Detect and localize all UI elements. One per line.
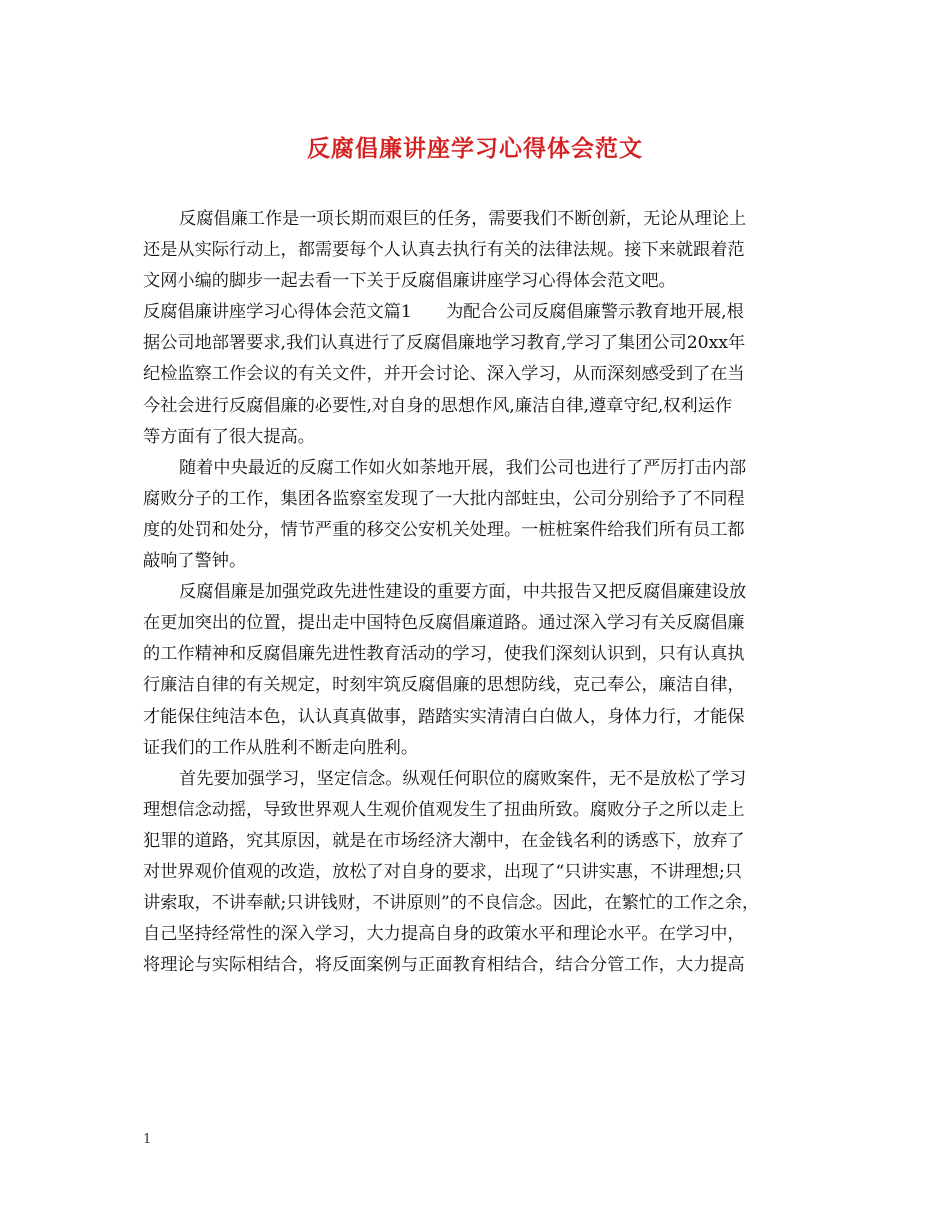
text-line: 度的处罚和处分，情节严重的移交公安机关处理。一桩桩案件给我们所有员工都 (143, 519, 745, 540)
text-line: 反腐倡廉是加强党政先进性建设的重要方面，中共报告又把反腐倡廉建设放 (179, 582, 747, 603)
text-line: 纪检监察工作会议的有关文件，并开会讨论、深入学习，从而深刻感受到了在当 (143, 364, 745, 385)
text-line: 还是从实际行动上，都需要每个人认真去执行有关的法律法规。接下来就跟着范 (143, 240, 745, 261)
text-line: 理想信念动摇，导致世界观人生观价值观发生了扭曲所致。腐败分子之所以走上 (143, 799, 745, 820)
text-line: 犯罪的道路，究其原因，就是在市场经济大潮中，在金钱名利的诱惑下，放弃了 (143, 830, 745, 851)
text-line: 对世界观价值观的改造，放松了对自身的要求，出现了“只讲实惠，不讲理想;只 (143, 861, 742, 882)
text-line: 的工作精神和反腐倡廉先进性教育活动的学习，使我们深刻认识到，只有认真执 (143, 644, 745, 665)
text-line: 首先要加强学习，坚定信念。纵观任何职位的腐败案件，无不是放松了学习 (179, 768, 747, 789)
text-line: 随着中央最近的反腐工作如火如荼地开展，我们公司也进行了严厉打击内部 (179, 457, 747, 478)
text-line: 讲索取，不讲奉献;只讲钱财，不讲原则”的不良信念。因此，在繁忙的工作之余， (143, 893, 760, 914)
text-line: 在更加突出的位置，提出走中国特色反腐倡廉道路。通过深入学习有关反腐倡廉 (143, 613, 745, 634)
text-line: 才能保住纯洁本色，认认真真做事，踏踏实实清清白白做人，身体力行，才能保 (143, 706, 745, 727)
text-line: 自己坚持经常性的深入学习，大力提高自身的政策水平和理论水平。在学习中， (143, 924, 745, 945)
text-line: 敲响了警钟。 (143, 551, 247, 572)
text-line: 据公司地部署要求,我们认真进行了反腐倡廉地学习教育,学习了集团公司20xx年 (143, 333, 746, 354)
document-title: 反腐倡廉讲座学习心得体会范文 (307, 136, 643, 162)
text-line: 证我们的工作从胜利不断走向胜利。 (143, 737, 419, 758)
page-number: 1 (143, 1132, 152, 1147)
text-line: 今社会进行反腐倡廉的必要性,对自身的思想作风,廉洁自律,遵章守纪,权利运作 (143, 395, 733, 416)
text-line: 反腐倡廉讲座学习心得体会范文篇1 为配合公司反腐倡廉警示教育地开展,根 (143, 302, 744, 323)
text-line: 将理论与实际相结合，将反面案例与正面教育相结合，结合分管工作，大力提高 (143, 955, 745, 976)
text-line: 行廉洁自律的有关规定，时刻牢筑反腐倡廉的思想防线，克己奉公，廉洁自律， (143, 675, 745, 696)
text-line: 反腐倡廉工作是一项长期而艰巨的任务，需要我们不断创新，无论从理论上 (179, 209, 747, 229)
text-line: 等方面有了很大提高。 (143, 426, 315, 447)
text-line: 文网小编的脚步一起去看一下关于反腐倡廉讲座学习心得体会范文吧。 (143, 271, 676, 292)
text-line: 腐败分子的工作，集团各监察室发现了一大批内部蛀虫，公司分别给予了不同程 (143, 488, 745, 509)
document-body (143, 204, 811, 981)
